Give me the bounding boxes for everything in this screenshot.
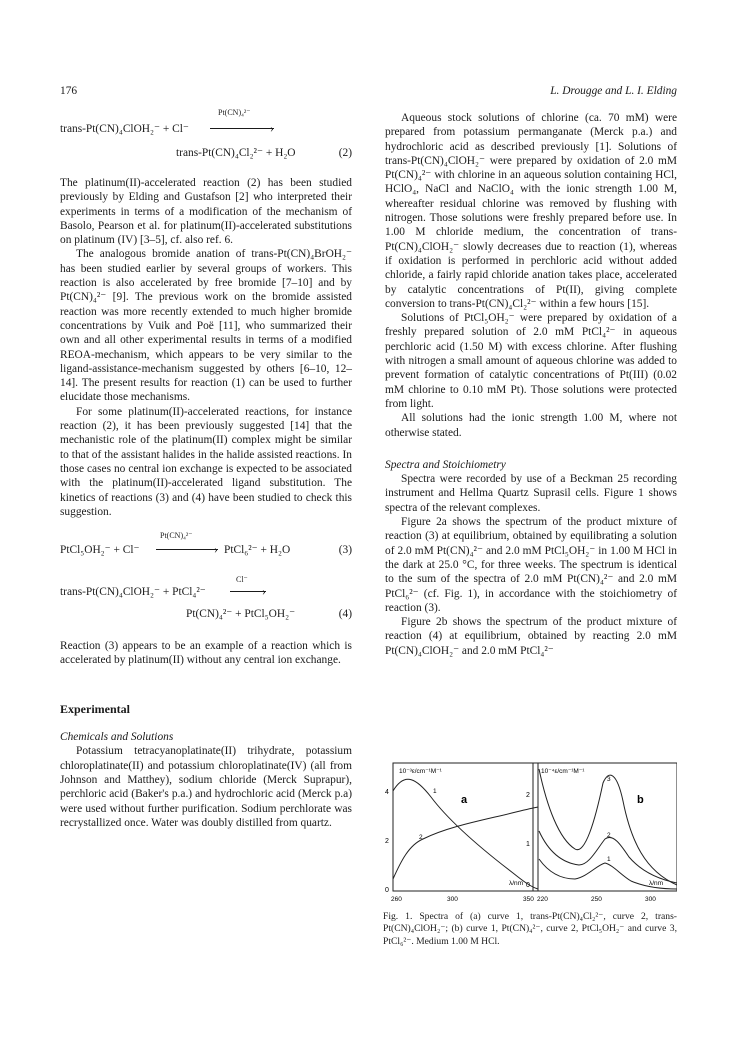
arrow-head-icon: ›	[262, 586, 266, 599]
panel-a	[385, 763, 538, 903]
equation-2	[60, 106, 352, 164]
paragraph: Figure 2a shows the spectrum of the product mixture of reaction (3) at equilibrium, obtained by equilibrating a solution of 2.0 mM Pt(CN)₄²⁻ and 2.0 mM PtCl₅OH₂⁻ in 1.00 M HCl in the dark at 25.0 °C, for three weeks. The spectrum is identical to the sum of the spectra of 2.0 mM Pt(CN)₄²⁻ and 2.0 mM PtCl₆²⁻ (cf. Fig. 1), in accordance with the stoichiometry of reaction (3).	[385, 516, 677, 614]
arrow-head-icon: ›	[270, 123, 274, 135]
right-column	[385, 111, 677, 658]
panel-b-curve-label: 2	[607, 832, 611, 839]
equation-4-arrow	[230, 591, 266, 592]
equation-3-number: (3)	[338, 544, 352, 557]
paragraph: The platinum(II)-accelerated reaction (2) has been studied previously by Elding and Gustafson [2] who interpreted their experiments in terms of a modification of the mechanism of Basolo, Pearson et al. for platinum(II)-accelerated substitutions on platinum (IV) [3–5], cf. also ref. 6.	[60, 177, 352, 247]
panel-b-ytick: 0	[526, 882, 530, 889]
paragraph: Solutions of PtCl₅OH₂⁻ were prepared by oxidation of a freshly prepared solution of 2.0 mM PtCl₄²⁻ in aqueous perchloric acid (1.50 M) with excess chlorine. After flushing with nitrogen a small amount of aqueous chlorine was added to prevent formation of catalytic concentrations of Pt(III) (0.02 mM chlorine to 0.10 mM Pt). Those solutions were protected from light.	[385, 312, 677, 410]
section-heading: Experimental	[60, 701, 130, 716]
panel-b-curve-3	[539, 769, 677, 885]
panel-a-xtick: 350	[523, 896, 534, 903]
figure-caption: Fig. 1. Spectra of (a) curve 1, trans-Pt(CN)₄Cl₂²⁻, curve 2, trans-Pt(CN)₄ClOH₂⁻; (b) curve 1, Pt(CN)₄²⁻, curve 2, PtCl₅OH₂⁻ and curve 3, PtCl₆²⁻. Medium 1.00 M HCl.	[383, 911, 677, 947]
figure-1	[383, 761, 677, 903]
panel-a-xtick: 300	[447, 896, 458, 903]
panel-b-xtick: 220	[537, 896, 548, 903]
paragraph: Spectra were recorded by use of a Beckman 25 recording instrument and Hellma Quartz Suprasil cells. Figure 1 shows spectra of the relevant complexes.	[385, 473, 677, 514]
subsection-heading: Spectra and Stoichiometry	[385, 458, 506, 471]
equation-2-number: (2)	[338, 147, 352, 159]
panel-b	[526, 763, 677, 903]
panel-a-curve-2	[393, 807, 538, 879]
equation-4-number: (4)	[338, 608, 352, 621]
paragraph: Reaction (3) appears to be an example of a reaction which is accelerated by platinum(II) without any central ion exchange.	[60, 640, 352, 667]
panel-b-ytick: 1	[526, 841, 530, 848]
figure-1-plots	[383, 761, 677, 903]
panel-b-ytick: 2	[526, 792, 530, 799]
equation-2-arrow	[210, 128, 274, 129]
panel-a-ytick: 4	[385, 789, 389, 796]
paragraph: Aqueous stock solutions of chlorine (ca. 70 mM) were prepared from potassium permanganate (Merck p.a.) and hydrochloric acid as described previously [1]. Solutions of trans-Pt(CN)₄ClOH₂⁻ were prepared by oxidation of 2.0 mM Pt(CN)₄²⁻ with chlorine in an aqueous solution containing HCl, HClO₄, NaCl and NaClO₄ with the ionic strength 1.00 M, whereafter residual chlorine was removed by flushing with nitrogen. Those solutions were freshly prepared before use. In 1.00 M chloride medium, the concentration of trans-Pt(CN)₄ClOH₂⁻ slowly decreases due to reaction (1), whereas if oxidation is performed in perchloric acid without added chloride, a fairly rapid chloride anation takes place, accelerated by catalytic concentrations of Pt(II), giving complete conversion to trans-Pt(CN)₄Cl₂²⁻ within a few hours [15].	[385, 112, 677, 310]
panel-a-label: a	[461, 794, 468, 806]
panel-b-frame	[533, 763, 677, 891]
running-head: L. Drougge and L. I. Elding	[550, 85, 677, 97]
panel-b-curve-label: 3	[607, 776, 611, 783]
page-number: 176	[60, 85, 78, 97]
equation-3-arrow	[156, 549, 218, 550]
panel-b-label: b	[637, 794, 644, 806]
paragraph: All solutions had the ionic strength 1.00 M, where not otherwise stated.	[385, 412, 677, 439]
panel-a-xtick: 260	[391, 896, 402, 903]
subsection-heading: Chemicals and Solutions	[60, 731, 174, 744]
equation-2-products: trans-Pt(CN)₄Cl₂²⁻ + H₂O	[176, 147, 296, 159]
equation-3-catalyst: Pt(CN)₄²⁻	[160, 531, 193, 541]
paragraph: The analogous bromide anation of trans-Pt(CN)₄BrOH₂⁻ has been studied earlier by several groups of workers. This reaction is also accelerated by free bromide [7–10] and by Pt(CN)₄²⁻ [9]. The previous work on the bromide assisted reaction was more recently extended to much higher bromide concentrations by Vuik and Poë [11], who summarized their own and all other experimental results in terms of a modified REOA-mechanism, which appears to be very similar to the ligand-assistance-mechanism suggested by others [6–10, 12–14]. The present results for reaction (1) can be used to further elucidate those mechanisms.	[60, 248, 352, 404]
paragraph: For some platinum(II)-accelerated reactions, for instance reaction (2), it has been previously suggested [14] that the mechanistic role of the platinum(II) complex might be similar to that of the assistant halides in the halide assisted reactions. In those cases no central ion exchange is expected to be associated with the platinum(II)-accelerated ligand substitution. The kinetics of reactions (3) and (4) have been studied to check this suggestion.	[60, 405, 352, 518]
equation-4-products: Pt(CN)₄²⁻ + PtCl₅OH₂⁻	[186, 608, 296, 621]
panel-a-ytick: 0	[385, 887, 389, 894]
panel-a-frame	[393, 763, 538, 891]
panel-a-curve-label: 1	[433, 788, 437, 795]
panel-a-curve-label: 2	[419, 834, 423, 841]
equation-4	[60, 573, 352, 625]
panel-a-ytick: 2	[385, 838, 389, 845]
panel-b-xlabel: λ/nm	[649, 880, 664, 887]
panel-a-xlabel: λ/nm	[509, 880, 524, 887]
paragraph: Figure 2b shows the spectrum of the product mixture of reaction (4) at equilibrium, obtained by reacting 2.0 mM Pt(CN)₄ClOH₂⁻ and 2.0 mM PtCl₄²⁻	[385, 616, 677, 657]
equation-3	[60, 529, 352, 573]
panel-b-ylabel: 10⁻⁴ε/cm⁻¹M⁻¹	[541, 768, 585, 775]
equation-4-catalyst: Cl⁻	[236, 575, 248, 585]
panel-b-curve-label: 1	[607, 856, 611, 863]
equation-3-products: PtCl₆²⁻ + H₂O	[224, 544, 291, 557]
equation-4-reactants: trans-Pt(CN)₄ClOH₂⁻ + PtCl₄²⁻	[60, 586, 206, 599]
arrow-head-icon: ›	[214, 544, 218, 557]
panel-b-xtick: 250	[591, 896, 602, 903]
equation-2-reactants: trans-Pt(CN)₄ClOH₂⁻ + Cl⁻	[60, 123, 189, 135]
paragraph: Potassium tetracyanoplatinate(II) trihydrate, potassium chloroplatinate(II) and potassium chloroplatinate(IV) (all from Johnson and Matthey), sodium chloride (Merck Suprapur), perchloric acid (Baker's p.a.) and hydrochloric acid (Merck p.a) were used without further purification. Sodium perchlorate was recrystallized once. Water was doubly distilled from quartz.	[60, 745, 352, 829]
equation-2-catalyst: Pt(CN)₄²⁻	[218, 108, 251, 117]
panel-b-xtick: 300	[645, 896, 656, 903]
panel-a-ylabel: 10⁻³ε/cm⁻¹M⁻¹	[399, 768, 442, 775]
left-column	[60, 106, 352, 830]
equation-3-reactants: PtCl₅OH₂⁻ + Cl⁻	[60, 544, 140, 557]
